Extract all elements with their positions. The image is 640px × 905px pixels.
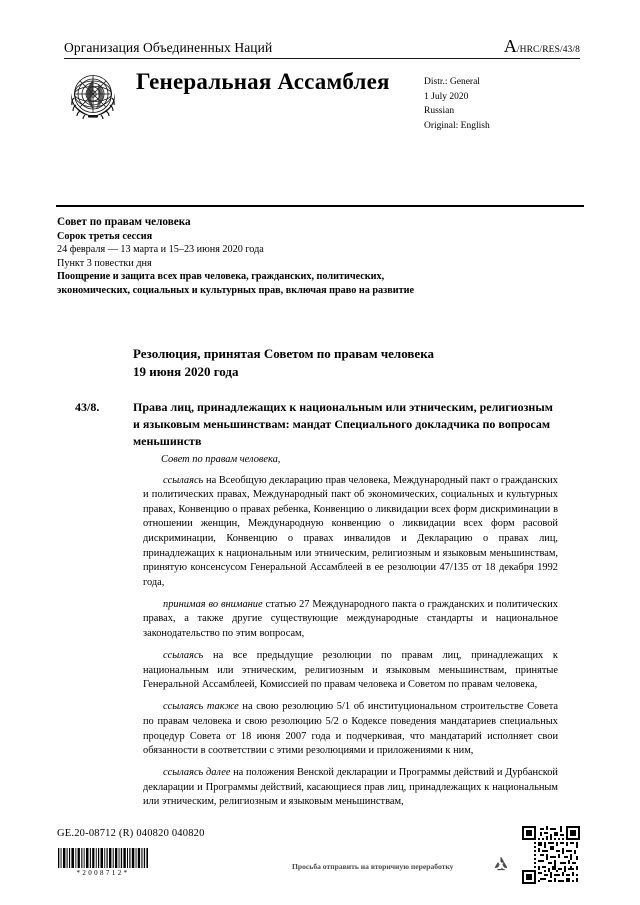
paragraph-text: на свою резолюцию 5/1 об институциональном строительстве Совета по правам человека и свою резолюцию 5/2 о Кодексе поведения мандатариев специальных процедур Совета от 18 июня 2007 года и подчеркивая, что мандатарий исполняет свои обязанности в соответствии с этими резолюциями и приложениями к ним, — [143, 701, 558, 757]
distribution-line: Distr.: General — [424, 77, 480, 87]
resolution-body — [143, 453, 558, 818]
agenda-item: Пункт 3 повестки дня — [57, 257, 152, 269]
un-emblem-icon — [62, 66, 124, 128]
paragraph-lead-in: ссылаясь далее — [163, 767, 231, 779]
session-number: Сорок третья сессия — [57, 231, 153, 242]
preambular-paragraph — [143, 598, 558, 642]
session-dates: 24 февраля — 13 марта и 15–23 июня 2020 года — [57, 244, 264, 256]
resolution-item — [75, 399, 555, 450]
preambular-paragraph — [143, 649, 558, 693]
paragraph-lead-in: ссылаясь также — [163, 701, 239, 713]
document-symbol-prefix: A — [503, 36, 517, 56]
preambular-paragraph — [143, 700, 558, 758]
section-divider — [56, 205, 584, 207]
paragraph-text: на положения Венской декларации и Программы действий и Дурбанской декларации и Программы действий, касающиеся прав лиц, принадлежащих к национальным или этническим, религиозным и языковым меньшинствам, — [143, 767, 558, 808]
distribution-date: 1 July 2020 — [424, 91, 469, 102]
distribution-language: Russian — [424, 106, 455, 116]
session-block — [57, 215, 417, 298]
adopting-organ: Совет по правам человека, — [161, 454, 281, 465]
distribution-block — [424, 75, 490, 133]
agenda-item-title: Поощрение и защита всех прав человека, гражданских, политических, экономических, социальных и культурных прав, включая право на развитие — [57, 270, 414, 296]
document-symbol-rest: /HRC/RES/43/8 — [516, 45, 580, 55]
header-divider — [64, 58, 580, 59]
preambular-paragraph — [143, 766, 558, 810]
header-top-row — [64, 36, 580, 57]
header-main-row — [56, 63, 580, 135]
paragraph-text: статью 27 Международного пакта о гражданских и политических правах, а также другие существующие международные стандарты и национальное законодательство по этим вопросам, — [143, 598, 558, 640]
resolution-heading-line2: 19 июня 2020 года — [133, 363, 239, 379]
council-name: Совет по правам человека — [57, 216, 191, 228]
resolution-title: Права лиц, принадлежащих к национальным или этническим, религиозным и языковым меньшинствам: мандат Специального докладчика по вопросам меньшинств — [133, 400, 553, 448]
resolution-heading — [133, 345, 553, 380]
paragraph-lead-in: принимая во внимание — [163, 598, 263, 610]
preambular-paragraph — [143, 474, 558, 591]
job-number: GE.20-08712 (R) 040820 040820 — [57, 828, 205, 839]
qr-code-icon — [522, 826, 580, 884]
barcode-icon — [57, 848, 149, 868]
paragraph-lead-in: ссылаясь — [163, 650, 204, 662]
resolution-heading-line1: Резолюция, принятая Советом по правам человека — [133, 346, 434, 361]
general-assembly-title: Генеральная Ассамблея — [136, 69, 390, 94]
paragraph-lead-in: ссылаясь — [163, 474, 204, 486]
paragraph-text: на все предыдущие резолюции по правам лиц, принадлежащих к национальным или этническим, религиозным и языковым меньшинствам, принятые Генеральной Ассамблеей, Комиссией по правам человека и Советом по правам человека, — [143, 650, 558, 691]
recycle-icon — [492, 855, 510, 873]
organization-name: Организация Объединенных Наций — [64, 40, 273, 55]
barcode-digits: *2008712* — [76, 869, 130, 877]
paragraph-text: на Всеобщую декларацию прав человека, Международный пакт о гражданских и политических правах, Международный пакт об экономических, социальных и культурных правах, Конвенцию о правах ребенка, Конвенцию о ликвидации всех форм дискриминации в отношении женщин, Международную конвенцию о ликвидации всех форм расовой дискриминации, Конвенцию о правах инвалидов и Декларацию о правах лиц, принадлежащих к национальным или этническим, религиозным и языковым меньшинствам, принятую консенсусом Генеральной Ассамблеей в ее резолюции 47/135 от 18 декабря 1992 года, — [143, 474, 558, 588]
resolution-number: 43/8. — [75, 400, 100, 414]
document-symbol — [504, 36, 580, 57]
recycle-note: Просьба отправить на вторичную переработку — [292, 862, 454, 871]
distribution-original: Original: English — [424, 120, 490, 131]
